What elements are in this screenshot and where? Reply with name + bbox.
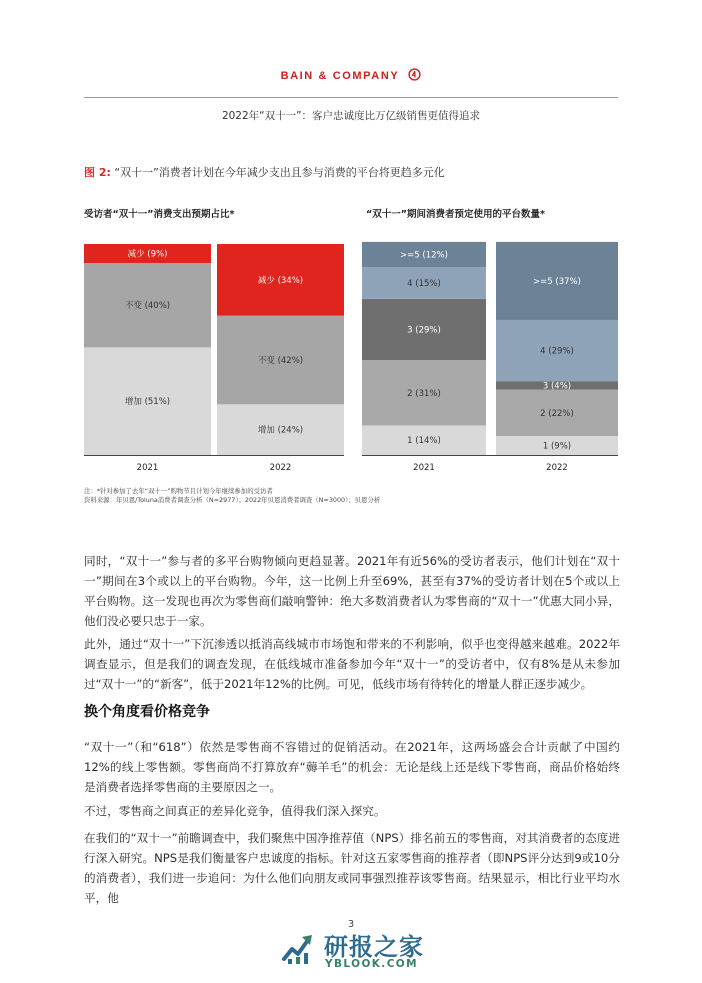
body-paragraph: 不过，零售商之间真正的差异化竞争，值得我们深入探究。 — [84, 804, 386, 818]
x-tick-label: 2021 — [413, 463, 435, 473]
report-title: 2022年“双十一”：客户忠诚度比万亿级销售更值得追求 — [221, 110, 481, 122]
data-label: 增加 (24%) — [257, 425, 304, 436]
figure-source-line: 资料来源：年贝恩/Toluna消费者调查分析（N=2977）；2022年贝恩消费者调查（N=3000）；贝恩分析 — [84, 496, 381, 504]
body-paragraph: 此外，通过“双十一”下沉渗透以抵消高线城市市场饱和带来的不利影响，似乎也变得越来越难。2022年调查显示，但是我们的调查发现，在低线城市准备参加今年“双十一”的受访者中，仅有8%是从未参加过“双十一”的“新客”，低于2021年12%的比例。可见，低线市场有待转化的增量人群正逐步减少。 — [84, 637, 620, 691]
page-number: 3 — [347, 919, 355, 930]
body-paragraph: 同时，“双十一”参与者的多平台购物倾向更趋显著。2021年有近56%的受访者表示，他们计划在“双十一”期间在3个或以上的平台购物。今年，这一比例上升至69%，甚至有37%的受访者计划在5个或以上平台购物。这一发现也再次为零售商们敲响警钟：绝大多数消费者认为零售商的“双十一”优惠大同小异，他们没必要只忠于一家。 — [84, 554, 620, 628]
data-label: 增加 (51%) — [124, 397, 171, 408]
data-label: >=5 (12%) — [400, 250, 448, 261]
data-label: 3 (29%) — [407, 325, 441, 336]
data-label: 4 (15%) — [407, 279, 441, 290]
data-label: 不变 (40%) — [124, 301, 171, 312]
figure-title-text: “双十一”消费者计划在今年减少支出且参与消费的平台将更趋多元化 — [114, 166, 445, 179]
left-chart-title: 受访者“双十一”消费支出预期占比* — [84, 209, 235, 220]
watermark-name: 研报之家 — [324, 933, 424, 961]
data-label: 1 (9%) — [542, 441, 572, 452]
data-label: 2 (31%) — [407, 388, 441, 399]
data-label: 4 (29%) — [540, 346, 574, 357]
body-paragraph: “双十一”（和“618”）依然是零售商不容错过的促销活动。在2021年，这两场盛会合计贡献了中国约12%的线上零售额。零售商尚不打算放弃“薅羊毛”的机会：无论是线上还是线下零售商，商品价格始终是消费者选择零售商的主要原因之一。 — [84, 740, 620, 794]
x-tick-label: 2022 — [546, 463, 568, 473]
figure-note — [84, 487, 380, 505]
watermark-url: YBLOOK.COM — [325, 958, 418, 970]
data-label: 减少 (34%) — [257, 275, 304, 286]
figure-note-line: 注：*针对参加了去年“双十一”购物节且计划今年继续参加的受访者 — [84, 487, 273, 495]
data-label: 减少 (9%) — [127, 249, 168, 260]
data-label: >=5 (37%) — [533, 276, 581, 287]
right-chart-title: “双十一”期间消费者预定使用的平台数量* — [366, 209, 545, 220]
watermark-logo-icon — [282, 925, 320, 965]
data-label: 3 (4%) — [542, 381, 572, 392]
data-label: 2 (22%) — [540, 408, 574, 419]
section-heading: 换个角度看价格竞争 — [84, 704, 210, 720]
data-label: 不变 (42%) — [257, 356, 304, 367]
brand-name: BAIN & COMPANY — [280, 70, 400, 82]
x-tick-label: 2022 — [269, 463, 292, 473]
figure-label: 图 2: — [84, 166, 111, 179]
stacked-bar-charts — [0, 0, 702, 480]
x-tick-label: 2021 — [136, 463, 159, 473]
body-paragraph: 在我们的“双十一”前瞻调查中，我们聚焦中国净推荐值（NPS）排名前五的零售商，对其消费者的态度进行深入研究。NPS是我们衡量客户忠诚度的指标。针对这五家零售商的推荐者（即NPS评分达到9或10分的消费者），我们进一步追问：为什么他们向朋友或同事强烈推荐该零售商。结果显示，相比行业平均水平，他 — [84, 831, 620, 905]
data-label: 1 (14%) — [407, 436, 441, 447]
